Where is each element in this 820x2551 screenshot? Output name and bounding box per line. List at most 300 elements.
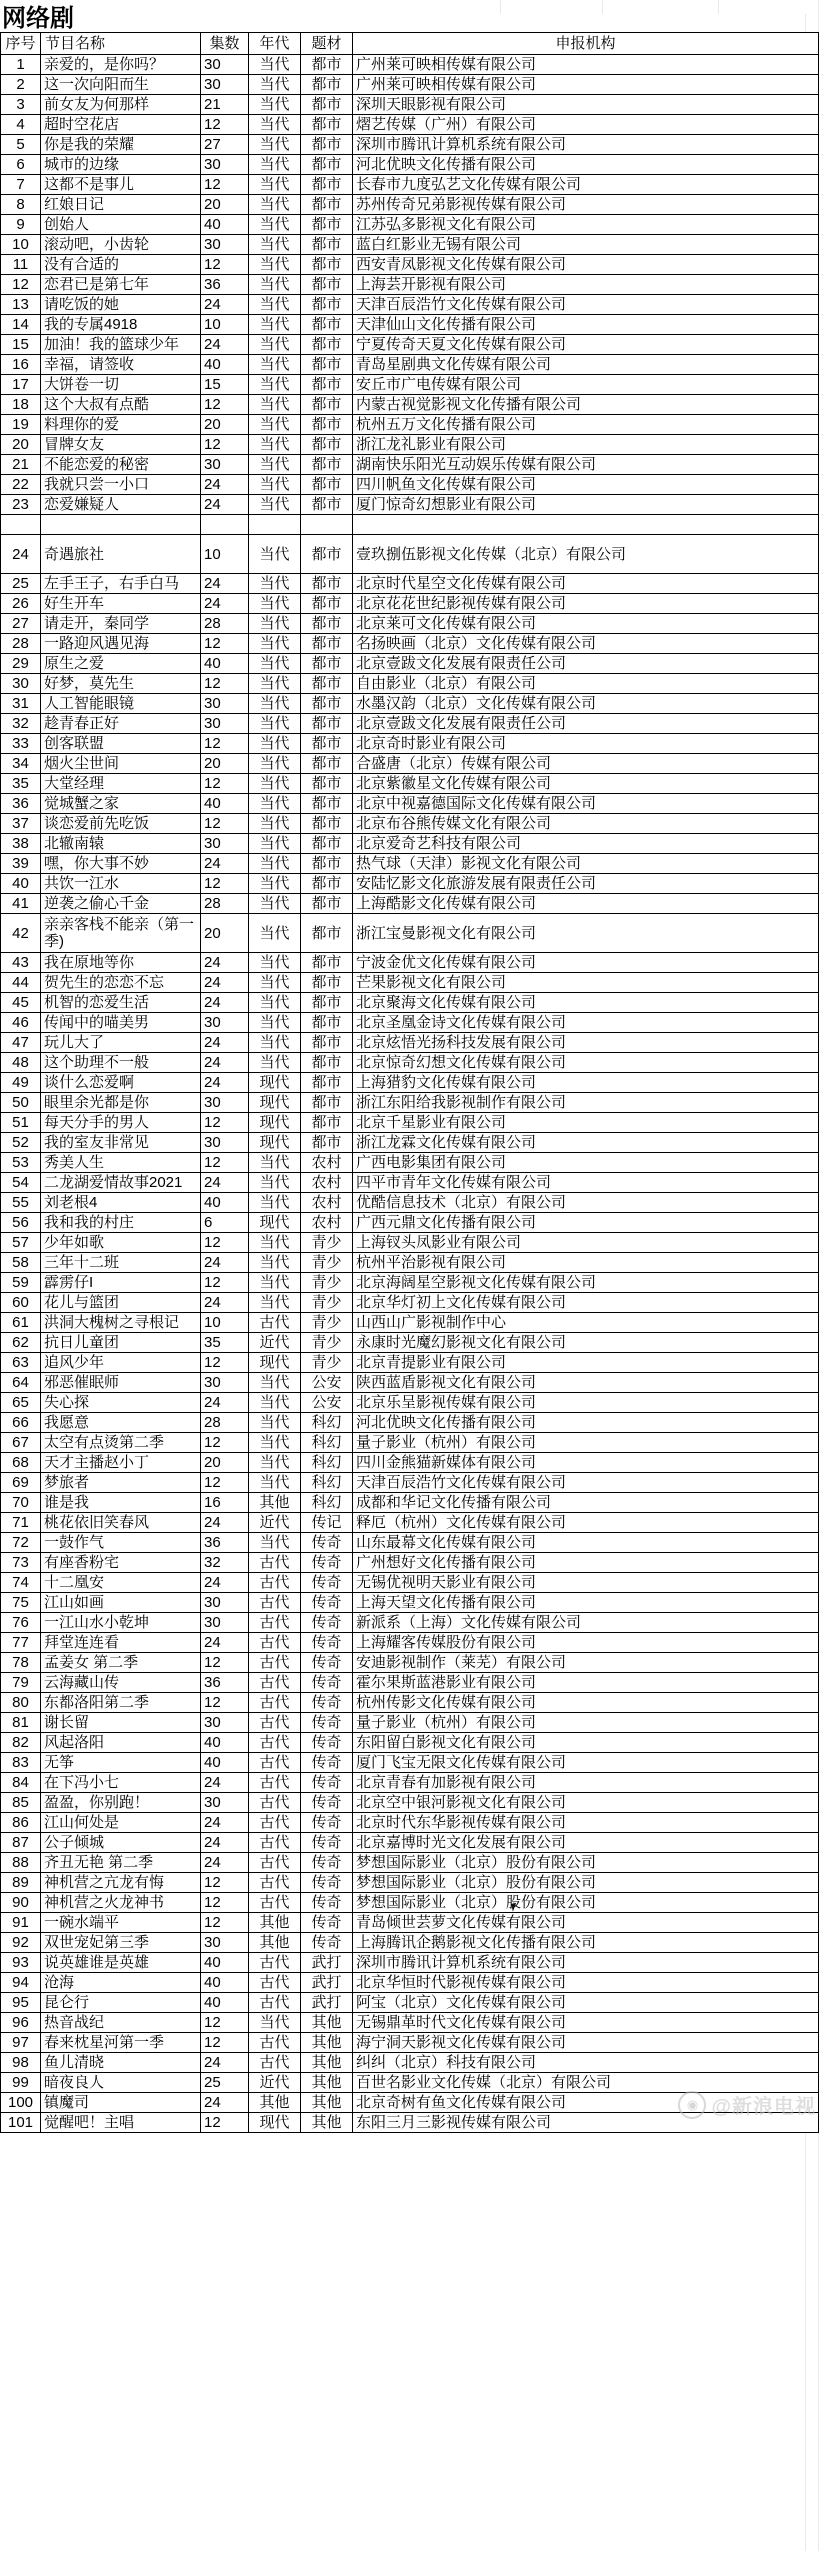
table-cell-episodes[interactable]: 12	[201, 1893, 249, 1913]
table-cell-era[interactable]: 近代	[249, 1333, 301, 1353]
table-cell-era[interactable]: 当代	[249, 295, 301, 315]
table-cell-organization[interactable]: 上海天望文化传播有限公司	[353, 1593, 819, 1613]
table-cell-era[interactable]: 当代	[249, 1033, 301, 1053]
table-cell-organization[interactable]: 上海腾讯企鹅影视文化传播有限公司	[353, 1933, 819, 1953]
table-cell-index[interactable]: 64	[1, 1373, 41, 1393]
table-cell-organization[interactable]: 自由影业（北京）有限公司	[353, 674, 819, 694]
table-cell-era[interactable]: 当代	[249, 634, 301, 654]
table-cell-organization[interactable]: 纠纠（北京）科技有限公司	[353, 2053, 819, 2073]
table-cell-era[interactable]: 当代	[249, 1193, 301, 1213]
table-cell-name[interactable]: 三年十二班	[41, 1253, 201, 1273]
table-cell-genre[interactable]: 都市	[301, 734, 353, 754]
table-cell-organization[interactable]: 霍尔果斯蓝港影业有限公司	[353, 1673, 819, 1693]
table-cell-genre[interactable]: 传奇	[301, 1753, 353, 1773]
table-cell-organization[interactable]: 释厄（杭州）文化传媒有限公司	[353, 1513, 819, 1533]
table-cell-episodes[interactable]: 12	[201, 1873, 249, 1893]
table-cell-organization[interactable]: 广州莱可映相传媒有限公司	[353, 75, 819, 95]
table-cell-index[interactable]: 37	[1, 814, 41, 834]
table-cell-genre[interactable]: 都市	[301, 574, 353, 594]
table-cell-name[interactable]: 十二凰安	[41, 1573, 201, 1593]
table-cell-name[interactable]: 在下冯小七	[41, 1773, 201, 1793]
table-cell-episodes[interactable]: 40	[201, 794, 249, 814]
table-cell-organization[interactable]: 北京千星影业有限公司	[353, 1113, 819, 1133]
table-cell-era[interactable]: 当代	[249, 435, 301, 455]
table-cell-episodes[interactable]: 30	[201, 694, 249, 714]
table-cell-genre[interactable]: 传记	[301, 1513, 353, 1533]
table-cell-era[interactable]: 古代	[249, 1953, 301, 1973]
table-cell-episodes[interactable]: 10	[201, 315, 249, 335]
table-cell-name[interactable]: 镇魔司	[41, 2093, 201, 2113]
table-cell-organization[interactable]: 厦门惊奇幻想影业有限公司	[353, 495, 819, 515]
table-cell-era[interactable]: 其他	[249, 1933, 301, 1953]
table-cell-era[interactable]: 古代	[249, 1973, 301, 1993]
table-cell-index[interactable]: 70	[1, 1493, 41, 1513]
table-cell-organization[interactable]: 梦想国际影业（北京）股份有限公司	[353, 1853, 819, 1873]
table-cell-era[interactable]: 现代	[249, 1113, 301, 1133]
table-cell-name[interactable]: 请走开，秦同学	[41, 614, 201, 634]
table-cell-name[interactable]: 洪洞大槐树之寻根记	[41, 1313, 201, 1333]
table-cell-era[interactable]: 当代	[249, 714, 301, 734]
table-cell-era[interactable]: 古代	[249, 1733, 301, 1753]
table-cell-genre[interactable]: 都市	[301, 993, 353, 1013]
table-cell-organization[interactable]: 北京壹跋文化发展有限责任公司	[353, 654, 819, 674]
table-cell-name[interactable]: 城市的边缘	[41, 155, 201, 175]
table-cell-organization[interactable]: 安迪影视制作（莱芜）有限公司	[353, 1653, 819, 1673]
table-cell-organization[interactable]: 广州想好文化传播有限公司	[353, 1553, 819, 1573]
table-cell-era[interactable]: 当代	[249, 1413, 301, 1433]
table-cell-era[interactable]: 古代	[249, 1713, 301, 1733]
table-cell-organization[interactable]: 天津百辰浩竹文化传媒有限公司	[353, 295, 819, 315]
table-cell-name[interactable]: 一江山水小乾坤	[41, 1613, 201, 1633]
table-cell-era[interactable]: 当代	[249, 1393, 301, 1413]
table-cell-episodes[interactable]: 24	[201, 1853, 249, 1873]
table-cell-index[interactable]: 7	[1, 175, 41, 195]
table-cell-genre[interactable]: 青少	[301, 1313, 353, 1333]
table-cell-organization[interactable]: 北京奇时影业有限公司	[353, 734, 819, 754]
table-cell-name[interactable]: 谁是我	[41, 1493, 201, 1513]
table-cell-episodes[interactable]: 30	[201, 1933, 249, 1953]
table-cell-name[interactable]: 原生之爱	[41, 654, 201, 674]
table-cell-genre[interactable]: 青少	[301, 1293, 353, 1313]
table-cell-episodes[interactable]: 40	[201, 1193, 249, 1213]
table-cell-genre[interactable]: 传奇	[301, 1693, 353, 1713]
table-cell-genre[interactable]: 都市	[301, 854, 353, 874]
table-cell-era[interactable]: 古代	[249, 1893, 301, 1913]
table-cell-era[interactable]: 当代	[249, 535, 301, 574]
table-cell-genre[interactable]: 科幻	[301, 1493, 353, 1513]
table-cell-name[interactable]: 奇遇旅社	[41, 535, 201, 574]
table-cell-era[interactable]: 当代	[249, 95, 301, 115]
table-cell-name[interactable]: 这个大叔有点酷	[41, 395, 201, 415]
table-cell-name[interactable]: 一路迎风遇见海	[41, 634, 201, 654]
table-cell-organization[interactable]: 天津百辰浩竹文化传媒有限公司	[353, 1473, 819, 1493]
table-cell-genre[interactable]: 武打	[301, 1973, 353, 1993]
table-cell-name[interactable]: 神机营之亢龙有悔	[41, 1873, 201, 1893]
table-cell-era[interactable]: 古代	[249, 1793, 301, 1813]
table-cell-index[interactable]: 82	[1, 1733, 41, 1753]
table-cell-index[interactable]: 5	[1, 135, 41, 155]
table-cell-genre[interactable]: 传奇	[301, 1713, 353, 1733]
table-cell-era[interactable]: 现代	[249, 1133, 301, 1153]
table-cell-index[interactable]: 46	[1, 1013, 41, 1033]
table-cell-era[interactable]: 当代	[249, 1373, 301, 1393]
table-cell-genre[interactable]: 都市	[301, 255, 353, 275]
table-cell-era[interactable]: 现代	[249, 1093, 301, 1113]
table-cell-name[interactable]: 亲爱的，是你吗？	[41, 55, 201, 75]
table-cell-episodes[interactable]: 24	[201, 953, 249, 973]
table-cell-organization[interactable]: 江苏弘多影视文化有限公司	[353, 215, 819, 235]
table-cell-genre[interactable]: 都市	[301, 814, 353, 834]
table-cell-index[interactable]: 80	[1, 1693, 41, 1713]
table-cell-genre[interactable]: 都市	[301, 634, 353, 654]
table-cell-index[interactable]: 21	[1, 455, 41, 475]
table-cell-era[interactable]: 当代	[249, 914, 301, 953]
table-cell-name[interactable]: 每天分手的男人	[41, 1113, 201, 1133]
table-cell-name[interactable]: 无筝	[41, 1753, 201, 1773]
table-cell-genre[interactable]: 传奇	[301, 1593, 353, 1613]
table-cell-organization[interactable]: 上海耀客传媒股份有限公司	[353, 1633, 819, 1653]
table-cell-genre[interactable]: 其他	[301, 2013, 353, 2033]
table-cell-era[interactable]: 古代	[249, 1633, 301, 1653]
table-cell-index[interactable]: 3	[1, 95, 41, 115]
table-cell-era[interactable]: 当代	[249, 734, 301, 754]
table-cell-era[interactable]: 当代	[249, 115, 301, 135]
table-cell-organization[interactable]: 北京时代星空文化传媒有限公司	[353, 574, 819, 594]
table-cell-genre[interactable]: 都市	[301, 594, 353, 614]
table-cell-organization[interactable]: 海宁洞天影视文化传媒有限公司	[353, 2033, 819, 2053]
table-cell-index[interactable]: 16	[1, 355, 41, 375]
table-cell-organization[interactable]: 北京壹跋文化发展有限责任公司	[353, 714, 819, 734]
table-cell-name[interactable]: 追风少年	[41, 1353, 201, 1373]
table-cell-name[interactable]: 沧海	[41, 1973, 201, 1993]
table-cell-episodes[interactable]: 24	[201, 1173, 249, 1193]
table-cell-organization[interactable]: 上海猎豹文化传媒有限公司	[353, 1073, 819, 1093]
table-cell-episodes[interactable]: 40	[201, 1993, 249, 2013]
table-cell-episodes[interactable]: 30	[201, 1713, 249, 1733]
table-cell-genre[interactable]: 传奇	[301, 1933, 353, 1953]
table-cell-episodes[interactable]: 30	[201, 235, 249, 255]
table-cell-organization[interactable]: 河北优映文化传播有限公司	[353, 155, 819, 175]
table-cell-index[interactable]: 60	[1, 1293, 41, 1313]
table-cell-episodes[interactable]: 20	[201, 415, 249, 435]
table-cell-index[interactable]: 69	[1, 1473, 41, 1493]
table-cell-name[interactable]: 梦旅者	[41, 1473, 201, 1493]
table-cell-genre[interactable]: 青少	[301, 1273, 353, 1293]
table-cell-organization[interactable]: 杭州传影文化传媒有限公司	[353, 1693, 819, 1713]
table-cell-name[interactable]: 暗夜良人	[41, 2073, 201, 2093]
table-cell-episodes[interactable]: 20	[201, 1453, 249, 1473]
table-cell-organization[interactable]: 北京空中银河影视文化有限公司	[353, 1793, 819, 1813]
table-cell-index[interactable]: 19	[1, 415, 41, 435]
table-cell-episodes[interactable]: 30	[201, 1613, 249, 1633]
table-cell-genre[interactable]: 都市	[301, 1073, 353, 1093]
table-cell-episodes[interactable]: 30	[201, 75, 249, 95]
table-cell-name[interactable]: 大堂经理	[41, 774, 201, 794]
table-cell-index[interactable]: 63	[1, 1353, 41, 1373]
table-cell-organization[interactable]: 壹玖捌伍影视文化传媒（北京）有限公司	[353, 535, 819, 574]
table-cell-index[interactable]: 2	[1, 75, 41, 95]
table-cell-era[interactable]: 当代	[249, 854, 301, 874]
table-cell-era[interactable]: 当代	[249, 455, 301, 475]
table-cell-era[interactable]: 当代	[249, 275, 301, 295]
table-cell-era[interactable]: 古代	[249, 1593, 301, 1613]
table-cell-genre[interactable]: 传奇	[301, 1733, 353, 1753]
table-cell-episodes[interactable]: 24	[201, 335, 249, 355]
table-cell-episodes[interactable]: 30	[201, 1373, 249, 1393]
table-cell-organization[interactable]: 无锡优视明天影业有限公司	[353, 1573, 819, 1593]
table-cell-era[interactable]: 现代	[249, 1073, 301, 1093]
table-cell-name[interactable]: 好生开车	[41, 594, 201, 614]
table-cell-era[interactable]: 当代	[249, 2013, 301, 2033]
table-cell-genre[interactable]: 都市	[301, 355, 353, 375]
table-cell-name[interactable]: 昆仑行	[41, 1993, 201, 2013]
table-cell-organization[interactable]: 北京聚海文化传媒有限公司	[353, 993, 819, 1013]
table-cell-episodes[interactable]: 12	[201, 1433, 249, 1453]
table-cell-genre[interactable]: 传奇	[301, 1893, 353, 1913]
table-cell-era[interactable]: 当代	[249, 754, 301, 774]
table-cell-index[interactable]: 41	[1, 894, 41, 914]
table-cell-organization[interactable]: 梦想国际影业（北京）股份有限公司	[353, 1893, 819, 1913]
table-cell-organization[interactable]: 安陆忆影文化旅游发展有限责任公司	[353, 874, 819, 894]
table-cell-era[interactable]: 当代	[249, 654, 301, 674]
table-cell-name[interactable]: 二龙湖爱情故事2021	[41, 1173, 201, 1193]
table-cell-index[interactable]: 58	[1, 1253, 41, 1273]
table-cell-episodes[interactable]: 12	[201, 1693, 249, 1713]
table-cell-index[interactable]: 92	[1, 1933, 41, 1953]
table-cell-genre[interactable]: 都市	[301, 674, 353, 694]
table-cell-organization[interactable]: 杭州平治影视有限公司	[353, 1253, 819, 1273]
table-cell-index[interactable]: 1	[1, 55, 41, 75]
table-cell-name[interactable]: 超时空花店	[41, 115, 201, 135]
table-cell-era[interactable]: 近代	[249, 1513, 301, 1533]
table-cell-name[interactable]: 共饮一江水	[41, 874, 201, 894]
table-cell-index[interactable]: 96	[1, 2013, 41, 2033]
table-cell-era[interactable]: 当代	[249, 1153, 301, 1173]
table-cell-era[interactable]: 当代	[249, 814, 301, 834]
table-cell-index[interactable]: 17	[1, 375, 41, 395]
table-cell-organization[interactable]: 热气球（天津）影视文化有限公司	[353, 854, 819, 874]
table-cell-index[interactable]: 11	[1, 255, 41, 275]
table-cell-episodes[interactable]: 25	[201, 2073, 249, 2093]
table-cell-era[interactable]: 古代	[249, 1673, 301, 1693]
table-cell-episodes[interactable]: 12	[201, 1153, 249, 1173]
table-cell-index[interactable]: 18	[1, 395, 41, 415]
table-cell-name[interactable]: 花儿与篮团	[41, 1293, 201, 1313]
table-cell-index[interactable]: 100	[1, 2093, 41, 2113]
table-cell-era[interactable]: 当代	[249, 195, 301, 215]
table-cell-episodes[interactable]: 40	[201, 215, 249, 235]
table-cell-genre[interactable]: 都市	[301, 235, 353, 255]
table-cell-index[interactable]: 8	[1, 195, 41, 215]
table-cell-organization[interactable]: 深圳天眼影视有限公司	[353, 95, 819, 115]
table-cell-organization[interactable]: 北京乐呈影视传媒有限公司	[353, 1393, 819, 1413]
table-cell-episodes[interactable]: 10	[201, 535, 249, 574]
table-cell-genre[interactable]: 传奇	[301, 1633, 353, 1653]
table-cell-genre[interactable]: 其他	[301, 2053, 353, 2073]
table-cell-name[interactable]: 传闻中的喵美男	[41, 1013, 201, 1033]
table-cell-genre[interactable]: 青少	[301, 1233, 353, 1253]
table-cell-episodes[interactable]: 27	[201, 135, 249, 155]
table-cell-era[interactable]: 当代	[249, 355, 301, 375]
table-cell-era[interactable]: 当代	[249, 475, 301, 495]
table-cell-organization[interactable]: 上海钗头凤影业有限公司	[353, 1233, 819, 1253]
table-cell-episodes[interactable]: 24	[201, 495, 249, 515]
table-cell-episodes[interactable]: 35	[201, 1333, 249, 1353]
table-cell-episodes[interactable]: 36	[201, 1673, 249, 1693]
table-cell-index[interactable]: 31	[1, 694, 41, 714]
table-cell-name[interactable]: 齐丑无艳 第二季	[41, 1853, 201, 1873]
table-cell-genre[interactable]: 都市	[301, 175, 353, 195]
table-cell-index[interactable]: 97	[1, 2033, 41, 2053]
table-cell-genre[interactable]: 青少	[301, 1353, 353, 1373]
table-cell-name[interactable]: 嘿，你大事不妙	[41, 854, 201, 874]
table-cell-organization[interactable]: 青岛倾世芸萝文化传媒有限公司	[353, 1913, 819, 1933]
table-cell-genre[interactable]: 科幻	[301, 1453, 353, 1473]
table-cell-episodes[interactable]: 40	[201, 1733, 249, 1753]
table-cell-genre[interactable]: 传奇	[301, 1573, 353, 1593]
table-cell-episodes[interactable]: 32	[201, 1553, 249, 1573]
table-cell-genre[interactable]: 都市	[301, 115, 353, 135]
table-cell-organization[interactable]: 无锡鼎革时代文化传媒有限公司	[353, 2013, 819, 2033]
table-cell-era[interactable]: 当代	[249, 495, 301, 515]
table-cell-era[interactable]: 当代	[249, 794, 301, 814]
table-cell-genre[interactable]: 都市	[301, 315, 353, 335]
table-cell-episodes[interactable]: 40	[201, 1953, 249, 1973]
table-cell-era[interactable]: 当代	[249, 1053, 301, 1073]
table-cell-era[interactable]	[249, 515, 301, 535]
table-cell-genre[interactable]: 科幻	[301, 1433, 353, 1453]
table-cell-organization[interactable]: 永康时光魔幻影视文化有限公司	[353, 1333, 819, 1353]
table-cell-name[interactable]: 云海藏山传	[41, 1673, 201, 1693]
table-cell-name[interactable]: 人工智能眼镜	[41, 694, 201, 714]
table-cell-index[interactable]: 33	[1, 734, 41, 754]
table-cell-name[interactable]: 风起洛阳	[41, 1733, 201, 1753]
table-cell-genre[interactable]: 都市	[301, 495, 353, 515]
table-cell-organization[interactable]: 上海芸开影视有限公司	[353, 275, 819, 295]
table-cell-episodes[interactable]: 12	[201, 734, 249, 754]
table-cell-index[interactable]: 15	[1, 335, 41, 355]
table-cell-name[interactable]: 亲亲客栈不能亲（第一季)	[41, 914, 201, 953]
table-cell-organization[interactable]: 山东最幕文化传媒有限公司	[353, 1533, 819, 1553]
table-cell-organization[interactable]: 北京奇树有鱼文化传媒有限公司	[353, 2093, 819, 2113]
table-cell-name[interactable]: 觉醒吧！主唱	[41, 2113, 201, 2133]
table-cell-name[interactable]: 刘老根4	[41, 1193, 201, 1213]
table-cell-name[interactable]: 不能恋爱的秘密	[41, 455, 201, 475]
table-cell-era[interactable]: 当代	[249, 215, 301, 235]
table-cell-index[interactable]: 62	[1, 1333, 41, 1353]
table-cell-name[interactable]: 你是我的荣耀	[41, 135, 201, 155]
table-cell-organization[interactable]: 成都和华记文化传播有限公司	[353, 1493, 819, 1513]
table-cell-index[interactable]: 30	[1, 674, 41, 694]
table-cell-era[interactable]: 当代	[249, 993, 301, 1013]
table-cell-name[interactable]: 贺先生的恋恋不忘	[41, 973, 201, 993]
table-cell-organization[interactable]: 优酷信息技术（北京）有限公司	[353, 1193, 819, 1213]
table-cell-organization[interactable]: 百世名影业文化传媒（北京）有限公司	[353, 2073, 819, 2093]
table-cell-episodes[interactable]: 24	[201, 1833, 249, 1853]
table-cell-episodes[interactable]: 20	[201, 754, 249, 774]
table-cell-episodes[interactable]: 24	[201, 1053, 249, 1073]
table-cell-episodes[interactable]: 36	[201, 1533, 249, 1553]
table-cell-episodes[interactable]: 12	[201, 674, 249, 694]
table-cell-name[interactable]: 一鼓作气	[41, 1533, 201, 1553]
table-cell-organization[interactable]: 北京炫悟光扬科技发展有限公司	[353, 1033, 819, 1053]
table-cell-era[interactable]: 古代	[249, 1993, 301, 2013]
table-cell-name[interactable]: 好梦，莫先生	[41, 674, 201, 694]
table-cell-name[interactable]: 大饼卷一切	[41, 375, 201, 395]
table-cell-genre[interactable]: 都市	[301, 135, 353, 155]
table-cell-genre[interactable]: 传奇	[301, 1773, 353, 1793]
table-cell-organization[interactable]: 名扬映画（北京）文化传媒有限公司	[353, 634, 819, 654]
table-cell-episodes[interactable]: 12	[201, 395, 249, 415]
table-cell-name[interactable]: 幸福，请签收	[41, 355, 201, 375]
table-cell-organization[interactable]: 量子影业（杭州）有限公司	[353, 1433, 819, 1453]
table-cell-index[interactable]: 56	[1, 1213, 41, 1233]
table-cell-episodes[interactable]: 30	[201, 1093, 249, 1113]
table-cell-organization[interactable]: 北京青提影业有限公司	[353, 1353, 819, 1373]
table-cell-organization[interactable]: 熠艺传媒（广州）有限公司	[353, 115, 819, 135]
table-cell-name[interactable]: 觉城蟹之家	[41, 794, 201, 814]
table-cell-episodes[interactable]: 12	[201, 1273, 249, 1293]
table-cell-era[interactable]: 当代	[249, 894, 301, 914]
table-cell-era[interactable]: 当代	[249, 55, 301, 75]
table-cell-era[interactable]: 古代	[249, 1573, 301, 1593]
table-cell-episodes[interactable]: 24	[201, 2093, 249, 2113]
table-cell-index[interactable]: 20	[1, 435, 41, 455]
table-cell-era[interactable]: 古代	[249, 1853, 301, 1873]
table-cell-name[interactable]: 烟火尘世间	[41, 754, 201, 774]
table-cell-era[interactable]: 现代	[249, 2113, 301, 2133]
table-cell-episodes[interactable]: 12	[201, 2033, 249, 2053]
table-cell-index[interactable]: 72	[1, 1533, 41, 1553]
table-cell-organization[interactable]: 芒果影视文化有限公司	[353, 973, 819, 993]
table-cell-name[interactable]: 这都不是事儿	[41, 175, 201, 195]
table-cell-era[interactable]: 当代	[249, 574, 301, 594]
table-cell-index[interactable]: 89	[1, 1873, 41, 1893]
table-cell-era[interactable]: 古代	[249, 1313, 301, 1333]
table-cell-genre[interactable]: 其他	[301, 2113, 353, 2133]
table-cell-episodes[interactable]: 12	[201, 255, 249, 275]
table-cell-organization[interactable]: 北京莱可文化传媒有限公司	[353, 614, 819, 634]
table-cell-index[interactable]: 29	[1, 654, 41, 674]
table-cell-genre[interactable]: 公安	[301, 1373, 353, 1393]
table-cell-genre[interactable]: 都市	[301, 614, 353, 634]
table-cell-genre[interactable]: 公安	[301, 1393, 353, 1413]
table-cell-index[interactable]: 47	[1, 1033, 41, 1053]
table-cell-index[interactable]: 79	[1, 1673, 41, 1693]
table-cell-name[interactable]: 恋君已是第七年	[41, 275, 201, 295]
table-cell-name[interactable]: 恋爱嫌疑人	[41, 495, 201, 515]
table-cell-name[interactable]: 我的室友非常见	[41, 1133, 201, 1153]
table-cell-era[interactable]: 当代	[249, 75, 301, 95]
table-cell-episodes[interactable]: 24	[201, 1073, 249, 1093]
table-cell-organization[interactable]: 东阳留白影视文化有限公司	[353, 1733, 819, 1753]
table-cell-genre[interactable]: 农村	[301, 1153, 353, 1173]
table-cell-organization[interactable]: 北京时代东华影视传媒有限公司	[353, 1813, 819, 1833]
table-cell-episodes[interactable]: 20	[201, 914, 249, 953]
table-cell-episodes[interactable]: 30	[201, 1593, 249, 1613]
table-cell-era[interactable]: 当代	[249, 874, 301, 894]
table-cell-index[interactable]: 99	[1, 2073, 41, 2093]
table-cell-episodes[interactable]: 30	[201, 155, 249, 175]
table-cell-name[interactable]: 抗日儿童团	[41, 1333, 201, 1353]
table-cell-genre[interactable]: 都市	[301, 953, 353, 973]
table-cell-genre[interactable]: 都市	[301, 794, 353, 814]
table-cell-index[interactable]: 49	[1, 1073, 41, 1093]
table-cell-episodes[interactable]: 28	[201, 614, 249, 634]
table-cell-index[interactable]: 91	[1, 1913, 41, 1933]
table-cell-genre[interactable]: 都市	[301, 1133, 353, 1153]
table-cell-index[interactable]: 71	[1, 1513, 41, 1533]
